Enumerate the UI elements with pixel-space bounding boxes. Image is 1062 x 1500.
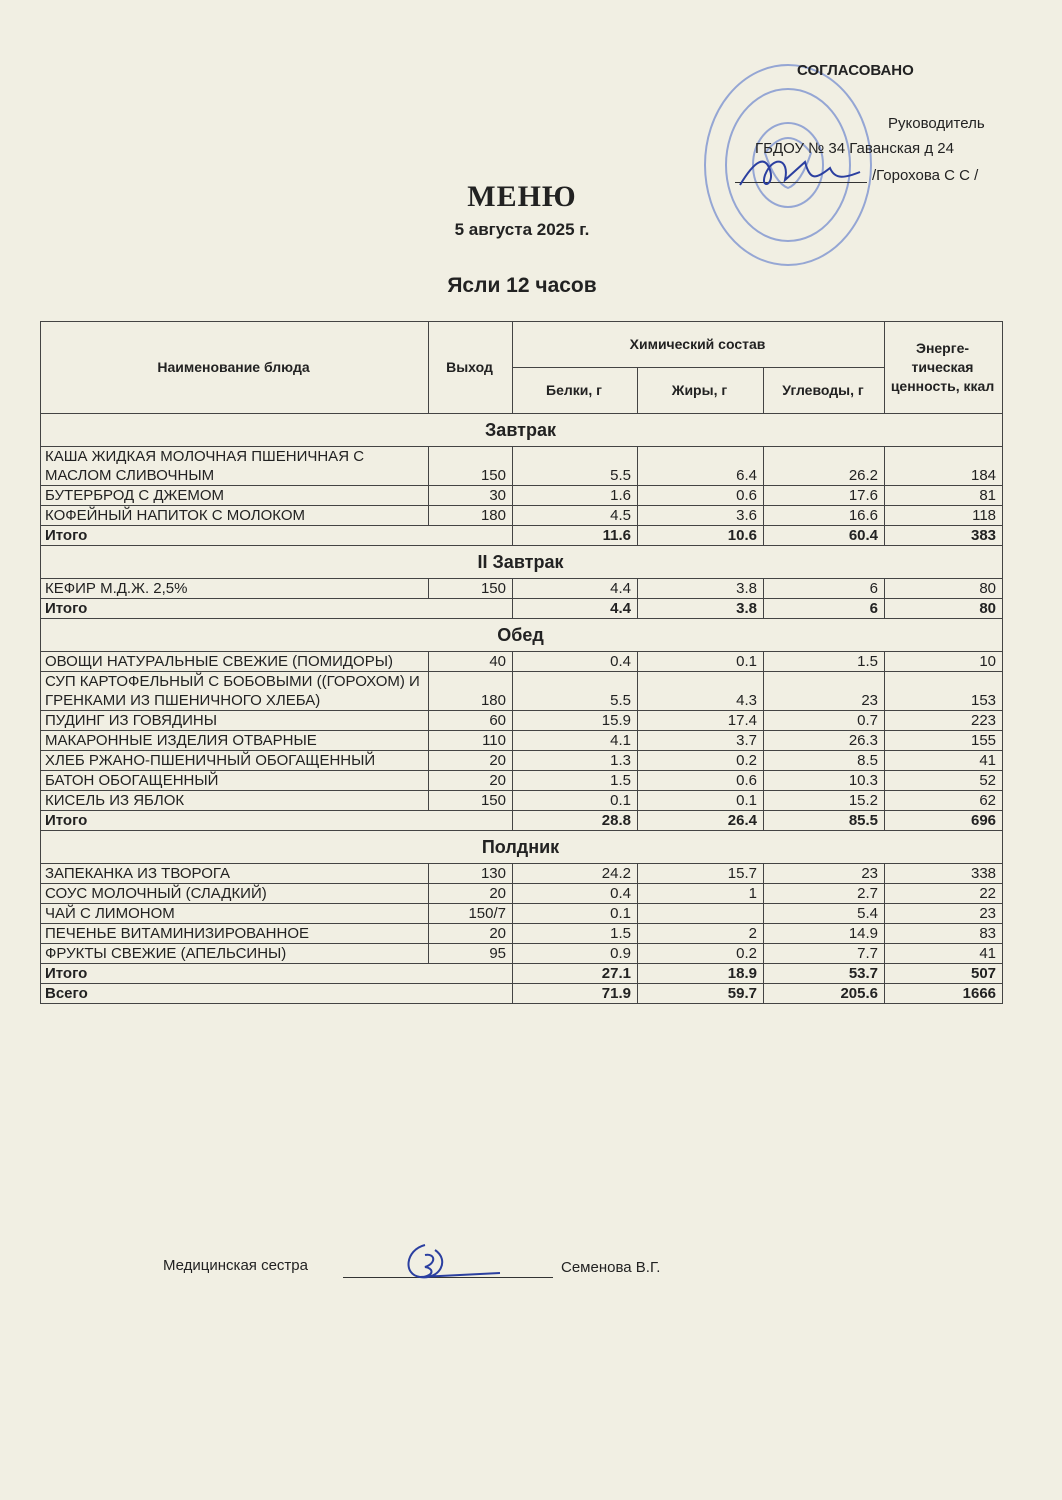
nurse-name: Семенова В.Г. — [561, 1259, 661, 1276]
meal-total-row — [41, 964, 1003, 984]
dish-fats: 0.2 — [638, 751, 764, 771]
dish-name: ФРУКТЫ СВЕЖИЕ (АПЕЛЬСИНЫ) — [41, 944, 429, 964]
meal-total-row — [41, 526, 1003, 546]
dish-fats: 3.6 — [638, 506, 764, 526]
dish-name: КАША ЖИДКАЯ МОЛОЧНАЯ ПШЕНИЧНАЯ С МАСЛОМ СЛИВОЧНЫМ — [41, 447, 429, 486]
meal-total-row — [41, 599, 1003, 619]
total-proteins: 4.4 — [513, 599, 638, 619]
meal-name: II Завтрак — [41, 546, 1003, 579]
menu-table — [40, 321, 1003, 1004]
dish-fats: 15.7 — [638, 864, 764, 884]
total-carbs: 60.4 — [764, 526, 885, 546]
dish-name: КЕФИР М.Д.Ж. 2,5% — [41, 579, 429, 599]
dish-carbs: 23 — [764, 672, 885, 711]
dish-yield: 180 — [429, 672, 513, 711]
dish-name: СОУС МОЛОЧНЫЙ (СЛАДКИЙ) — [41, 884, 429, 904]
dish-row — [41, 579, 1003, 599]
total-proteins: 27.1 — [513, 964, 638, 984]
dish-fats: 0.1 — [638, 791, 764, 811]
total-proteins: 11.6 — [513, 526, 638, 546]
total-label: Итого — [41, 599, 513, 619]
dish-fats: 17.4 — [638, 711, 764, 731]
dish-proteins: 1.6 — [513, 486, 638, 506]
dish-name: КОФЕЙНЫЙ НАПИТОК С МОЛОКОМ — [41, 506, 429, 526]
grand-total-carbs: 205.6 — [764, 984, 885, 1004]
page-title: МЕНЮ — [467, 180, 577, 213]
dish-row — [41, 944, 1003, 964]
total-energy: 507 — [885, 964, 1003, 984]
dish-row — [41, 751, 1003, 771]
dish-yield: 130 — [429, 864, 513, 884]
dish-proteins: 5.5 — [513, 447, 638, 486]
head-title: Руководитель — [888, 115, 985, 132]
dish-yield: 180 — [429, 506, 513, 526]
meal-header-row — [41, 546, 1003, 579]
dish-carbs: 14.9 — [764, 924, 885, 944]
dish-carbs: 23 — [764, 864, 885, 884]
dish-carbs: 2.7 — [764, 884, 885, 904]
dish-fats: 0.6 — [638, 771, 764, 791]
dish-energy: 41 — [885, 751, 1003, 771]
dish-yield: 110 — [429, 731, 513, 751]
dish-name: КИСЕЛЬ ИЗ ЯБЛОК — [41, 791, 429, 811]
dish-yield: 60 — [429, 711, 513, 731]
dish-name: ПЕЧЕНЬЕ ВИТАМИНИЗИРОВАННОЕ — [41, 924, 429, 944]
header-fats: Жиры, г — [638, 368, 764, 414]
dish-carbs: 0.7 — [764, 711, 885, 731]
dish-yield: 20 — [429, 924, 513, 944]
dish-yield: 95 — [429, 944, 513, 964]
dish-proteins: 1.5 — [513, 924, 638, 944]
dish-row — [41, 652, 1003, 672]
dish-row — [41, 771, 1003, 791]
dish-proteins: 4.1 — [513, 731, 638, 751]
dish-energy: 23 — [885, 904, 1003, 924]
meal-name: Обед — [41, 619, 1003, 652]
dish-proteins: 4.4 — [513, 579, 638, 599]
dish-yield: 150 — [429, 791, 513, 811]
dish-row — [41, 447, 1003, 486]
dish-fats — [638, 904, 764, 924]
approval-label: СОГЛАСОВАНО — [797, 62, 914, 79]
grand-total-energy: 1666 — [885, 984, 1003, 1004]
dish-proteins: 0.4 — [513, 652, 638, 672]
dish-fats: 0.1 — [638, 652, 764, 672]
dish-fats: 6.4 — [638, 447, 764, 486]
dish-energy: 155 — [885, 731, 1003, 751]
dish-yield: 150 — [429, 579, 513, 599]
head-name: /Горохова С С / — [872, 167, 979, 184]
dish-row — [41, 506, 1003, 526]
dish-name: СУП КАРТОФЕЛЬНЫЙ С БОБОВЫМИ ((ГОРОХОМ) И ГРЕНКАМИ ИЗ ПШЕНИЧНОГО ХЛЕБА) — [41, 672, 429, 711]
dish-yield: 150/7 — [429, 904, 513, 924]
dish-yield: 30 — [429, 486, 513, 506]
total-energy: 696 — [885, 811, 1003, 831]
dish-row — [41, 486, 1003, 506]
header-proteins: Белки, г — [513, 368, 638, 414]
dish-name: ОВОЩИ НАТУРАЛЬНЫЕ СВЕЖИЕ (ПОМИДОРЫ) — [41, 652, 429, 672]
total-carbs: 6 — [764, 599, 885, 619]
dish-carbs: 8.5 — [764, 751, 885, 771]
dish-energy: 184 — [885, 447, 1003, 486]
dish-carbs: 26.3 — [764, 731, 885, 751]
dish-fats: 0.6 — [638, 486, 764, 506]
total-energy: 383 — [885, 526, 1003, 546]
dish-proteins: 0.4 — [513, 884, 638, 904]
dish-yield: 20 — [429, 751, 513, 771]
dish-energy: 83 — [885, 924, 1003, 944]
meal-header-row — [41, 619, 1003, 652]
meal-name: Завтрак — [41, 414, 1003, 447]
total-label: Итого — [41, 811, 513, 831]
dish-row — [41, 731, 1003, 751]
dish-row — [41, 864, 1003, 884]
meal-total-row — [41, 811, 1003, 831]
dish-row — [41, 791, 1003, 811]
dish-fats: 1 — [638, 884, 764, 904]
nurse-signature — [395, 1235, 505, 1285]
total-proteins: 28.8 — [513, 811, 638, 831]
header-chemical: Химический состав — [513, 322, 885, 368]
dish-proteins: 0.9 — [513, 944, 638, 964]
dish-energy: 10 — [885, 652, 1003, 672]
dish-proteins: 24.2 — [513, 864, 638, 884]
dish-proteins: 5.5 — [513, 672, 638, 711]
dish-carbs: 15.2 — [764, 791, 885, 811]
dish-yield: 20 — [429, 884, 513, 904]
grand-total-proteins: 71.9 — [513, 984, 638, 1004]
dish-carbs: 10.3 — [764, 771, 885, 791]
dish-energy: 223 — [885, 711, 1003, 731]
dish-name: ХЛЕБ РЖАНО-ПШЕНИЧНЫЙ ОБОГАЩЕННЫЙ — [41, 751, 429, 771]
dish-row — [41, 711, 1003, 731]
dish-fats: 0.2 — [638, 944, 764, 964]
dish-yield: 150 — [429, 447, 513, 486]
organization: ГБДОУ № 34 Гаванская д 24 — [755, 140, 954, 157]
dish-energy: 62 — [885, 791, 1003, 811]
dish-energy: 81 — [885, 486, 1003, 506]
total-fats: 10.6 — [638, 526, 764, 546]
dish-carbs: 16.6 — [764, 506, 885, 526]
dish-energy: 118 — [885, 506, 1003, 526]
total-carbs: 85.5 — [764, 811, 885, 831]
meal-header-row — [41, 414, 1003, 447]
dish-proteins: 0.1 — [513, 904, 638, 924]
dish-energy: 22 — [885, 884, 1003, 904]
header-dish-name: Наименование блюда — [41, 322, 429, 414]
dish-fats: 3.8 — [638, 579, 764, 599]
dish-name: БУТЕРБРОД С ДЖЕМОМ — [41, 486, 429, 506]
dish-row — [41, 672, 1003, 711]
header-carbs: Углеводы, г — [764, 368, 885, 414]
total-label: Итого — [41, 964, 513, 984]
nurse-label: Медицинская сестра — [163, 1257, 308, 1274]
dish-proteins: 4.5 — [513, 506, 638, 526]
header-yield: Выход — [429, 322, 513, 414]
dish-name: ЗАПЕКАНКА ИЗ ТВОРОГА — [41, 864, 429, 884]
grand-total-row — [41, 984, 1003, 1004]
dish-yield: 40 — [429, 652, 513, 672]
grand-total-fats: 59.7 — [638, 984, 764, 1004]
dish-fats: 4.3 — [638, 672, 764, 711]
dish-carbs: 6 — [764, 579, 885, 599]
dish-proteins: 15.9 — [513, 711, 638, 731]
dish-name: ПУДИНГ ИЗ ГОВЯДИНЫ — [41, 711, 429, 731]
dish-energy: 80 — [885, 579, 1003, 599]
dish-row — [41, 904, 1003, 924]
dish-fats: 2 — [638, 924, 764, 944]
grand-total-label: Всего — [41, 984, 513, 1004]
group-name: Ясли 12 часов — [447, 274, 597, 297]
dish-proteins: 1.5 — [513, 771, 638, 791]
dish-carbs: 7.7 — [764, 944, 885, 964]
dish-carbs: 26.2 — [764, 447, 885, 486]
total-label: Итого — [41, 526, 513, 546]
dish-carbs: 5.4 — [764, 904, 885, 924]
dish-name: ЧАЙ С ЛИМОНОМ — [41, 904, 429, 924]
dish-energy: 52 — [885, 771, 1003, 791]
dish-yield: 20 — [429, 771, 513, 791]
meal-name: Полдник — [41, 831, 1003, 864]
dish-proteins: 1.3 — [513, 751, 638, 771]
dish-row — [41, 924, 1003, 944]
total-energy: 80 — [885, 599, 1003, 619]
dish-name: БАТОН ОБОГАЩЕННЫЙ — [41, 771, 429, 791]
dish-energy: 41 — [885, 944, 1003, 964]
dish-name: МАКАРОННЫЕ ИЗДЕЛИЯ ОТВАРНЫЕ — [41, 731, 429, 751]
total-fats: 3.8 — [638, 599, 764, 619]
menu-date: 5 августа 2025 г. — [454, 220, 590, 239]
dish-row — [41, 884, 1003, 904]
meal-header-row — [41, 831, 1003, 864]
dish-energy: 153 — [885, 672, 1003, 711]
total-fats: 26.4 — [638, 811, 764, 831]
dish-energy: 338 — [885, 864, 1003, 884]
total-fats: 18.9 — [638, 964, 764, 984]
dish-proteins: 0.1 — [513, 791, 638, 811]
header-energy: Энерге-тическая ценность, ккал — [885, 322, 1003, 414]
dish-fats: 3.7 — [638, 731, 764, 751]
dish-carbs: 17.6 — [764, 486, 885, 506]
total-carbs: 53.7 — [764, 964, 885, 984]
dish-carbs: 1.5 — [764, 652, 885, 672]
